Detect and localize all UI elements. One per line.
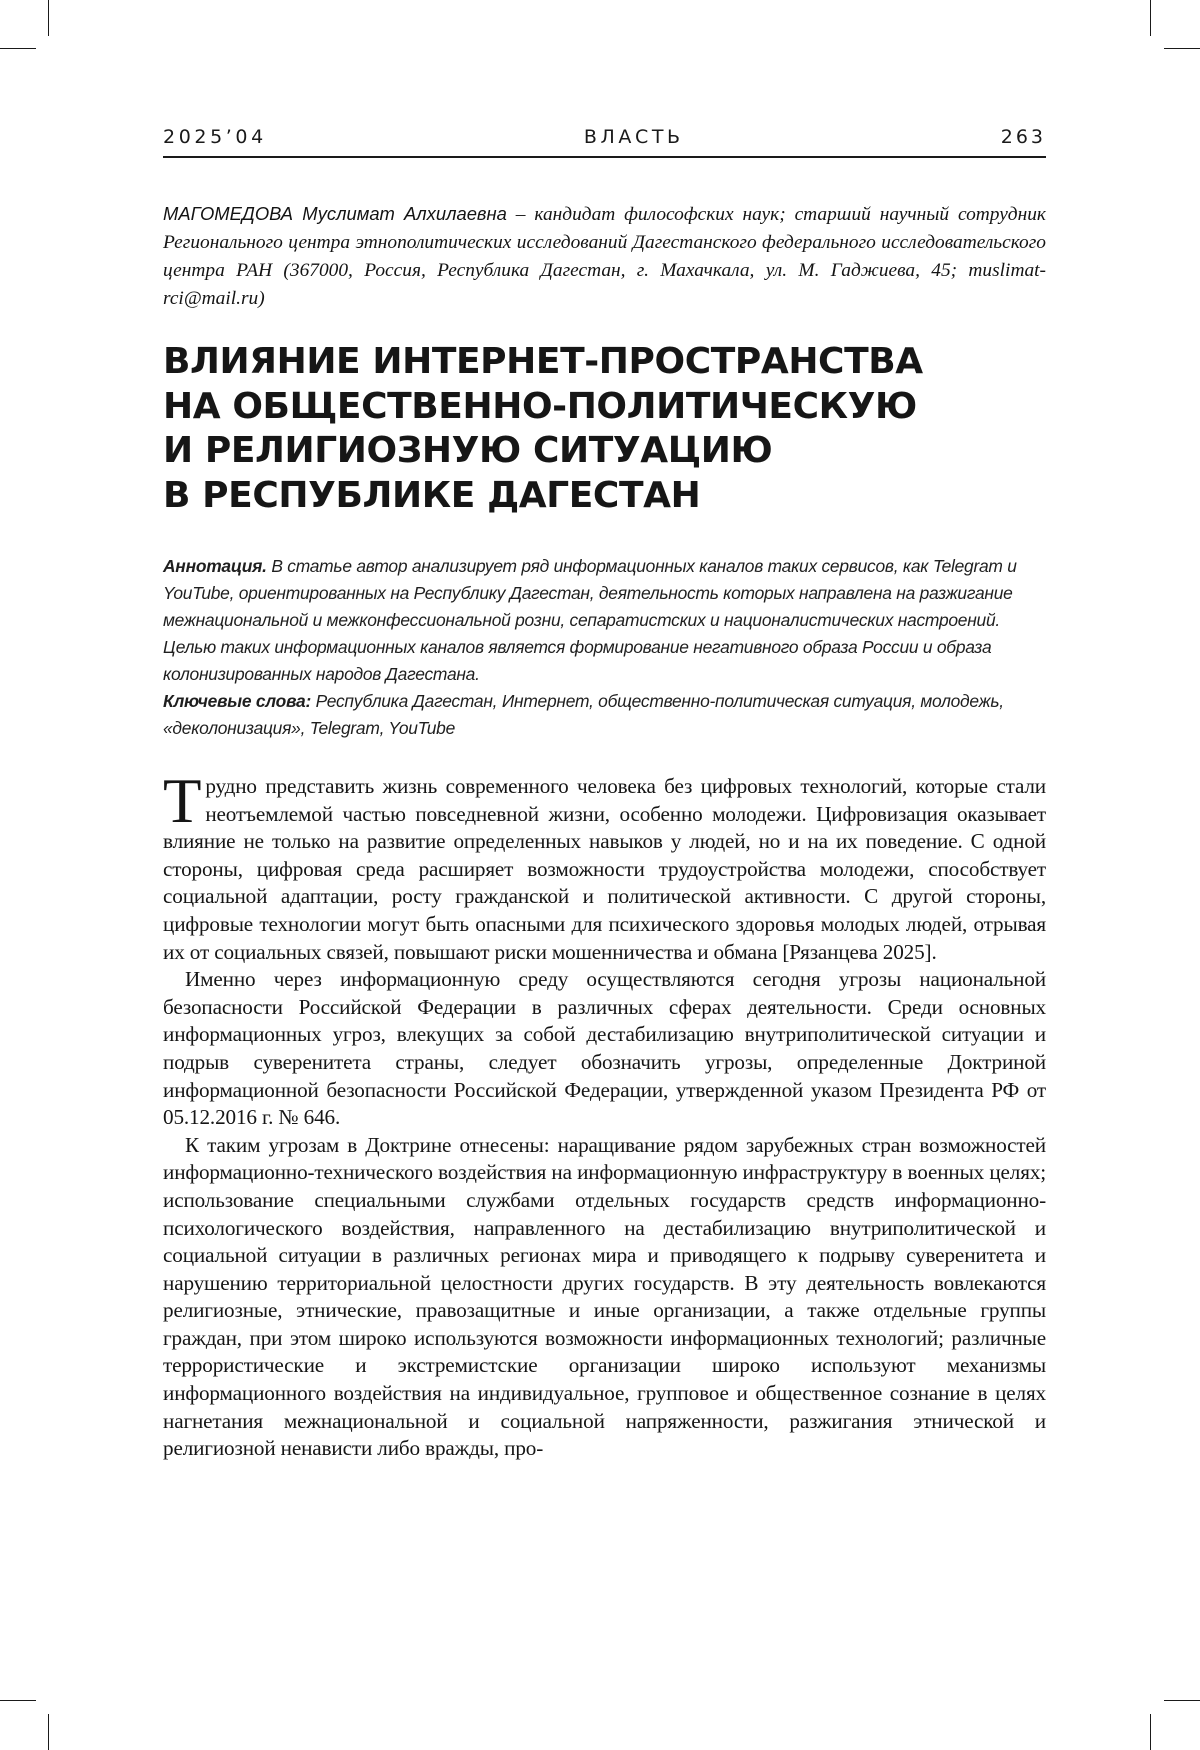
author-info — [163, 200, 1046, 313]
body-paragraph: Именно через информационную среду осуществляются сегодня угрозы национальной безопасности Российской Федерации в различных сферах деятельности. Среди основных информационных угроз, влекущих за собой дестабилизацию внутриполитической ситуации и подрыв суверенитета страны, следует обозначить угрозы, определенные Доктриной информационной безопасности Российской Федерации, утвержденной указом Президента РФ от 05.12.2016 г. № 646. — [163, 967, 1046, 1130]
page-number: 263 — [1000, 126, 1046, 148]
keywords-text: Республика Дагестан, Интернет, общественно-политическая ситуация, молодежь, «деколонизация», Telegram, YouTube — [163, 691, 1004, 738]
crop-mark — [0, 1700, 36, 1701]
issue-number: 2025’04 — [163, 126, 267, 148]
crop-mark — [0, 48, 36, 49]
title-line: НА ОБЩЕСТВЕННО-ПОЛИТИЧЕСКУЮ — [163, 385, 917, 427]
author-name: МАГОМЕДОВА Муслимат Алхилаевна — [163, 203, 507, 224]
article-title — [163, 340, 1046, 518]
crop-mark — [48, 0, 49, 36]
abstract-block — [163, 553, 1046, 742]
abstract — [163, 553, 1046, 688]
title-line: В РЕСПУБЛИКЕ ДАГЕСТАН — [163, 474, 701, 516]
drop-cap: Т — [163, 766, 202, 836]
keywords-label: Ключевые слова: — [163, 691, 311, 711]
body-paragraph — [163, 766, 1046, 966]
running-head — [163, 126, 1046, 148]
crop-mark — [1164, 48, 1200, 49]
article-body — [163, 766, 1046, 1463]
author-details: – кандидат философских наук; старший научный сотрудник Регионального центра этнополитических исследований Дагестанского федерального исследовательского центра РАН (367000, Россия, Республика Дагестан, г. Махачкала, ул. М. Гаджиева, 45; muslimat-rci@mail.ru) — [163, 204, 1046, 309]
journal-name: ВЛАСТЬ — [583, 126, 684, 148]
keywords — [163, 688, 1046, 742]
body-paragraph: К таким угрозам в Доктрине отнесены: наращивание рядом зарубежных стран возможностей информационно-технического воздействия на информационную инфраструктуру в военных целях; использование специальными службами отдельных государств средств информационно-психологического воздействия, направленного на дестабилизацию внутриполитической и социальной ситуации в различных регионах мира и приводящего к подрыву суверенитета и нарушению территориальной целостности других государств. В эту деятельность вовлекаются религиозные, этнические, правозащитные и иные организации, а также отдельные группы граждан, при этом широко используются возможности информационных технологий; различные террористические и экстремистские организации широко используют механизмы информационного воздействия на индивидуальное, групповое и общественное сознание в целях нагнетания межнациональной и социальной напряженности, разжигания этнической и религиозной ненависти либо вражды, про- — [163, 1132, 1046, 1461]
paragraph-text: рудно представить жизнь современного человека без цифровых технологий, которые стали неотъемлемой частью повседневной жизни, особенно молодежи. Цифровизация оказывает влияние не только на развитие определенных навыков у людей, но и на их поведение. С одной стороны, цифровая среда расширяет возможности трудоустройства молодежи, способствует социальной адаптации, росту гражданской и политической активности. С другой стороны, цифровые технологии могут быть опасными для психического здоровья молодых людей, отрывая их от социальных связей, повышают риски мошенничества и обмана [Рязанцева 2025]. — [163, 774, 1046, 964]
header-rule — [163, 156, 1046, 158]
crop-mark — [1150, 0, 1151, 36]
crop-mark — [1150, 1714, 1151, 1750]
crop-mark — [1164, 1700, 1200, 1701]
title-line: ВЛИЯНИЕ ИНТЕРНЕТ-ПРОСТРАНСТВА — [163, 341, 923, 382]
crop-mark — [48, 1714, 49, 1750]
abstract-label: Аннотация. — [163, 556, 267, 576]
title-line: И РЕЛИГИОЗНУЮ СИТУАЦИЮ — [163, 430, 773, 471]
abstract-text: В статье автор анализирует ряд информационных каналов таких сервисов, как Telegram и YouTube, ориентированных на Республику Дагестан, деятельность которых направлена на разжигание межнациональной и межконфессиональной розни, сепаратистских и националистических настроений. Целью таких информационных каналов является формирование негативного образа России и образа колонизированных народов Дагестана. — [163, 556, 1017, 684]
